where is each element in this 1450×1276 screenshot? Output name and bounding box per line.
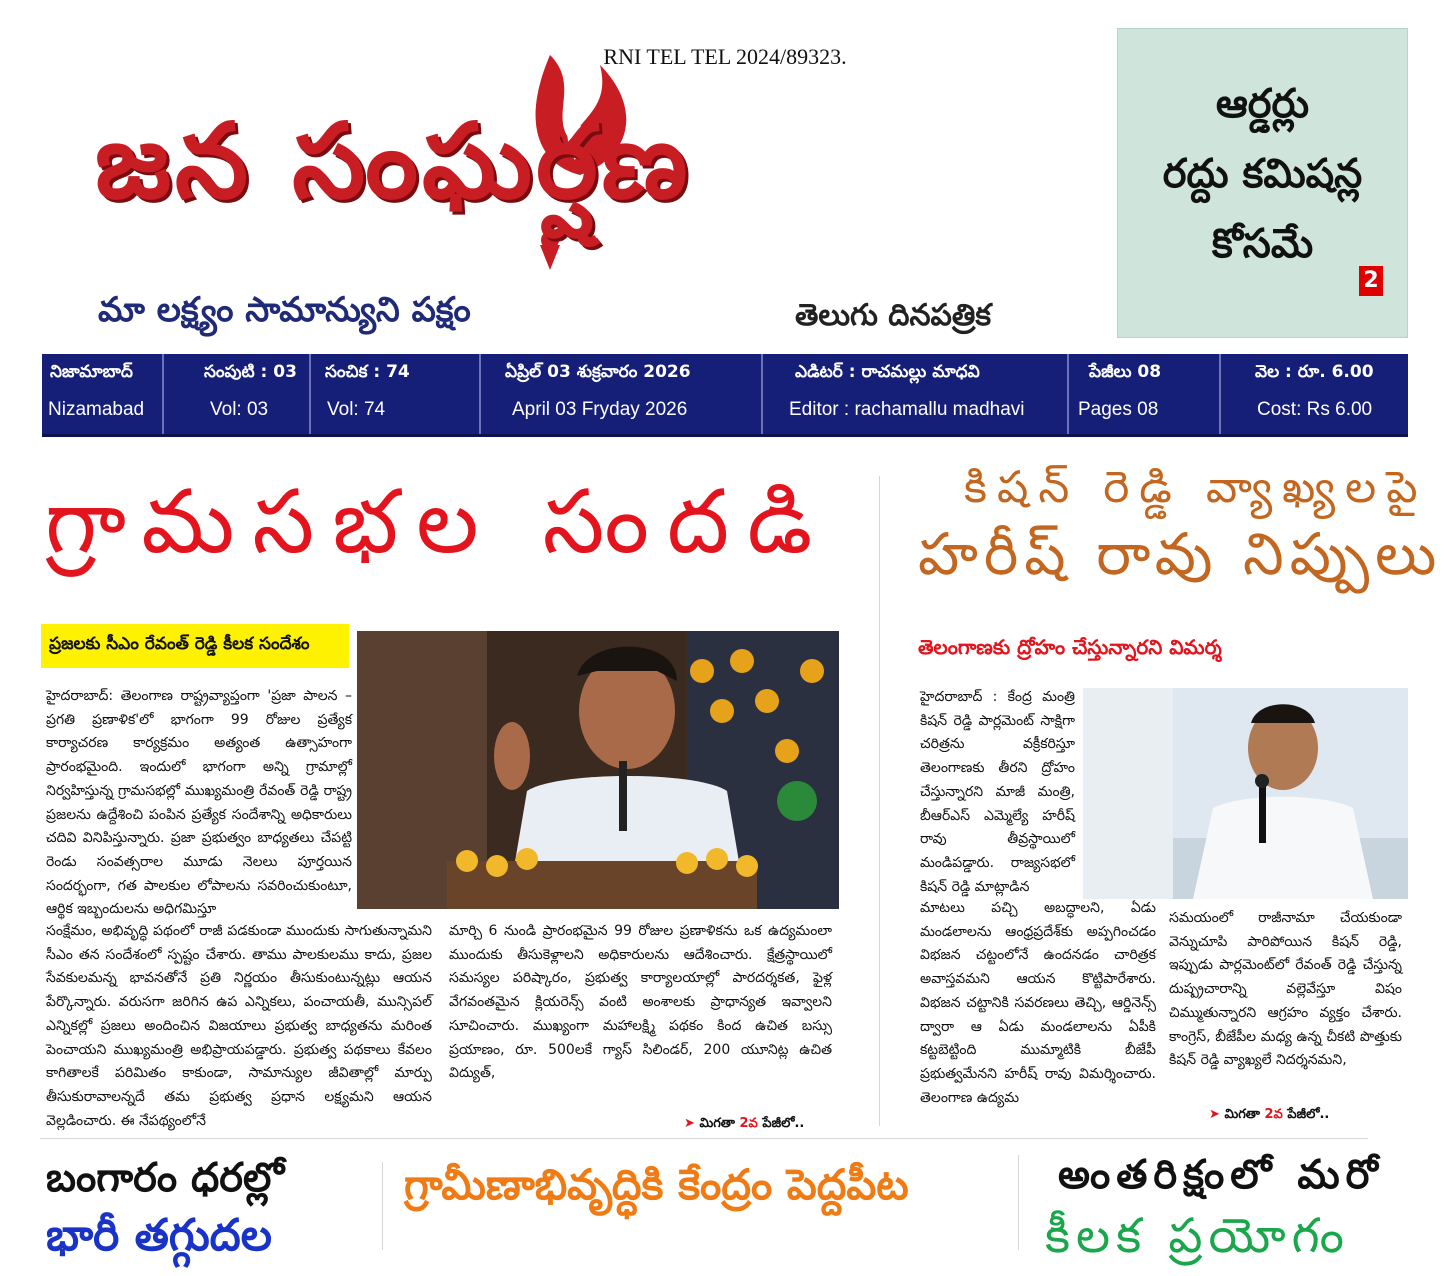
promo-line-3: కోసమే [1211,221,1314,267]
promo-page-badge: 2 [1359,266,1383,296]
bottom-story-2-headline[interactable]: గ్రామీణాభివృద్ధికి కేంద్రం పెద్దపీట [404,1160,909,1209]
promo-line-2: రద్దు కమిషన్ల [1162,151,1363,197]
info-cell-date [481,354,763,434]
info-editor-te: ఎడిటర్ : రాచమల్లు మాధవి [795,362,980,382]
bottom-story-1-headline[interactable]: బంగారం ధరల్లో [46,1155,285,1201]
info-price-en: Cost: Rs 6.00 [1257,399,1373,420]
lead-photo [357,631,839,909]
lead-kicker: ప్రజలకు సీఎం రేవంత్ రెడ్డి కీలక సందేశం [41,624,349,668]
masthead-title: జన సంఘర్షణ [95,100,692,222]
continued-suffix: పేజీలో.. [1287,1107,1330,1122]
info-date-en: April 03 Fryday 2026 [512,399,688,420]
continued-page: 2వ [739,1116,758,1131]
info-price-te: వెల : రూ. 6.00 [1255,362,1374,382]
continued-label: మిగతా [1224,1107,1260,1122]
continued-page: 2వ [1264,1107,1283,1122]
info-issue-te: సంచిక : 74 [325,362,410,382]
info-cell-volume [164,354,311,434]
story2-subhead: తెలంగాణకు ద్రోహం చేస్తున్నారని విమర్శ [918,635,1222,659]
bottom-story-1-headline-2[interactable]: భారీ తగ్గుదల [46,1210,272,1261]
info-cell-editor [763,354,1069,434]
info-bar [42,354,1408,437]
info-location-te: నిజామాబాద్ [50,362,133,382]
arrow-right-icon: ➤ [684,1116,695,1131]
info-cell-price [1221,354,1408,434]
bottom-story-3-headline-2[interactable]: కీలక ప్రయోగం [1045,1208,1350,1264]
info-pages-te: పేజీలు 08 [1089,362,1162,382]
story2-text-col-3: సమయంలో రాజీనామా చేయకుండా వెన్నుచూపి పారిపోయిన కిషన్ రెడ్డి, ఇప్పుడు పార్లమెంట్‌లో రేవంత్ రెడ్డి చేస్తున్న దుష్ప్రచారాన్ని వల్లెవేస్తూ విషం చిమ్ముతున్నారని ఆగ్రహం వ్యక్తం చేశారు. కాంగ్రెస్, బీజేపీల మధ్య ఉన్న చీకటి పొత్తుకు కిషన్ రెడ్డి వ్యాఖ్యలే నిదర్శనమని, [1169,910,1402,1069]
story2-photo [1083,688,1408,899]
lead-headline[interactable]: గ్రామసభల సందడి [45,470,831,573]
info-pages-en: Pages 08 [1078,399,1159,420]
info-cell-location [42,354,164,434]
info-cell-issue [311,354,481,434]
rni-number: RNI TEL TEL 2024/89323. [603,44,847,69]
masthead-tagline: మా లక్ష్యం సామాన్యుని పక్షం [98,290,471,330]
info-volume-te: సంపుటి : 03 [204,362,297,382]
info-location-en: Nizamabad [48,399,145,420]
lead-text-col-1: హైదరాబాద్: తెలంగాణ రాష్ట్రవ్యాప్తంగా 'ప్రజా పాలన – ప్రగతి ప్రణాళిక'లో భాగంగా 99 రోజుల ప్రత్యేక కార్యాచరణ కార్యక్రమం అత్యంత ఉత్సాహంగా ప్రారంభమైంది. ఇందులో భాగంగా అన్ని గ్రామాల్లో నిర్వహిస్తున్న గ్రామసభల్లో ముఖ్యమంత్రి రేవంత్ రెడ్డి రాష్ట్ర ప్రజలను ఉద్దేశించి పంపిన ప్రత్యేక సందేశాన్ని అధికారులు చదివి వినిపిస్తున్నారు. ప్రజా ప్రభుత్వం బాధ్యతలు చేపట్టి రెండు సంవత్సరాల మూడు నెలలు పూర్తయిన సందర్భంగా, గత పాలకుల లోపాలను సవరించుకుంటూ, ఆర్థిక ఇబ్బందులను అధిగమిస్తూ [46,688,352,918]
story2-text-col-1: హైదరాబాద్ : కేంద్ర మంత్రి కిషన్ రెడ్డి పార్లమెంట్ సాక్షిగా చరిత్రను వక్రీకరిస్తూ తెలంగాణకు తీరని ద్రోహం చేస్తున్నారని మాజీ మంత్రి, బీఆర్ఎస్ ఎమ్మెల్యే హరీష్ రావు తీవ్రస్థాయిలో మండిపడ్డారు. రాజ్యసభలో కిషన్ రెడ్డి మాట్లాడిన [920,689,1075,895]
info-date-te: ఏప్రిల్ 03 శుక్రవారం 2026 [505,362,691,382]
promo-line-1: ఆర్డర్లు [1215,81,1310,127]
masthead-subtitle: తెలుగు దినపత్రిక [795,298,991,333]
info-issue-en: Vol: 74 [327,399,386,420]
column-divider [382,1162,383,1250]
story2-headline-line-2[interactable]: హరీష్ రావు నిప్పులు [918,520,1443,588]
info-volume-en: Vol: 03 [210,399,269,420]
continued-label: మిగతా [699,1116,735,1131]
column-divider [1018,1155,1019,1250]
story2-continued-link[interactable] [1209,1107,1329,1125]
section-divider [40,1138,1368,1139]
story2-text-col-2: మాటలు పచ్చి అబద్ధాలని, ఏడు మండలాలను ఆంధ్రప్రదేశ్‌కు అప్పగించడం విభజన చట్టంలోనే ఉందనడం చారిత్రక అవాస్తవమని ఆయన కొట్టిపారేశారు. విభజన చట్టానికి సవరణలు తెచ్చి, ఆర్డినెన్స్ ద్వారా ఆ ఏడు మండలాలను ఏపీకి కట్టబెట్టింది ముమ్మాటికి బీజేపీ ప్రభుత్వమేనని హరీష్ రావు విమర్శించారు. తెలంగాణ ఉద్యమ [920,900,1156,1106]
column-divider [879,476,880,1126]
arrow-right-icon: ➤ [1209,1107,1220,1122]
bottom-story-3-headline[interactable]: అంతరిక్షంలో మరో [1058,1152,1384,1198]
lead-continued-link[interactable] [684,1116,804,1134]
info-cell-pages [1069,354,1221,434]
info-editor-en: Editor : rachamallu madhavi [789,399,1025,420]
lead-text-col-2: సంక్షేమం, అభివృద్ధి పథంలో రాజీ పడకుండా ముందుకు సాగుతున్నామని సీఎం తన సందేశంలో స్పష్టం చేశారు. తాము పాలకులము కాదు, ప్రజల సేవకులమన్న భావనతోనే ప్రతి నిర్ణయం తీసుకుంటున్నట్లు ఆయన పేర్కొన్నారు. వరుసగా జరిగిన ఉప ఎన్నికలు, పంచాయతీ, మున్సిపల్ ఎన్నికల్లో ప్రజలు అందించిన విజయాలు ప్రభుత్వ బాధ్యతను మరింత పెంచాయని ముఖ్యమంత్రి అభిప్రాయపడ్డారు. ప్రభుత్వ పథకాలు కేవలం కాగితాలకే పరిమితం కాకుండా, సామాన్యుల జీవితాల్లో మార్పు తీసుకురావాలన్నదే తమ ప్రభుత్వ ప్రధాన లక్ష్యమని ఆయన వెల్లడించారు. ఈ నేపథ్యంలోనే [46,923,432,1129]
story2-headline-line-1[interactable]: కిషన్ రెడ్డి వ్యాఖ్యలపై [964,462,1428,513]
lead-text-col-3: మార్చి 6 నుండి ప్రారంభమైన 99 రోజుల ప్రణాళికను ఒక ఉద్యమంలా ముందుకు తీసుకెళ్లాలని అధికారులను ఆదేశించారు. క్షేత్రస్థాయిలో సమస్యల పరిష్కారం, ప్రభుత్వ కార్యాలయాల్లో పారదర్శకత, ఫైళ్ల వేగవంతమైన క్లియరెన్స్ వంటి అంశాలకు ప్రాధాన్యత ఇవ్వాలని సూచించారు. ముఖ్యంగా మహాలక్ష్మి పథకం కింద ఉచిత బస్సు ప్రయాణం, రూ. 500లకే గ్యాస్ సిలిండర్, 200 యూనిట్ల ఉచిత విద్యుత్, [449,923,832,1082]
continued-suffix: పేజీలో.. [762,1116,805,1131]
